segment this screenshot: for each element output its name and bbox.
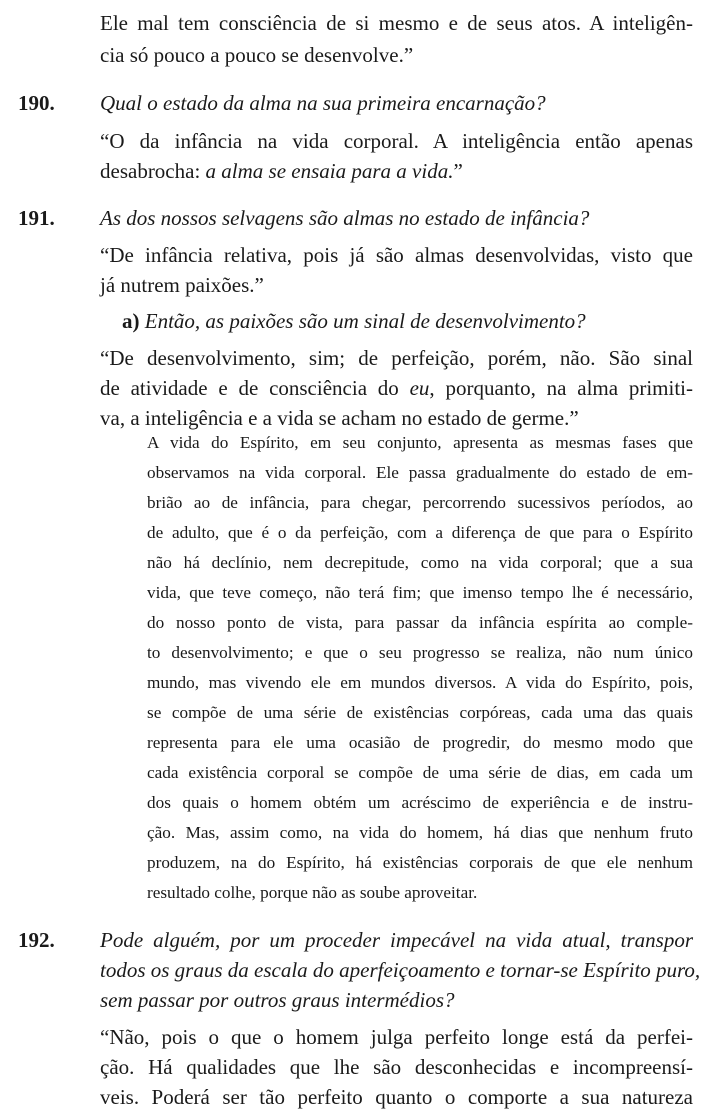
commentary-line: representa para ele uma ocasião de progredir, do mesmo modo que	[147, 733, 693, 752]
commentary-line: do nosso ponto de vista, para passar da infância espírita ao comple-	[147, 613, 693, 632]
sub-question-label: a)	[122, 309, 140, 333]
sub-answer-part-b: , porquanto, na alma primiti-	[429, 376, 693, 400]
answer-192-line-3: veis. Poderá ser tão perfeito quanto o comporte a sua natureza	[100, 1085, 693, 1109]
sub-answer-part-a: de atividade e de consciência do	[100, 376, 410, 400]
sub-answer-191a-line-3: va, a inteligência e a vida se acham no estado de germe.”	[100, 406, 579, 430]
commentary-line: produzem, na do Espírito, há existências corporais de que ele nenhum	[147, 853, 693, 872]
commentary-line: vida, que teve começo, não terá fim; que imenso tempo lhe é necessário,	[147, 583, 693, 602]
commentary-line: to desenvolvimento; e que o seu progresso se realiza, não num único	[147, 643, 693, 662]
commentary-line: se compõe de uma série de existências corpóreas, cada uma das quais	[147, 703, 693, 722]
answer-190-emphasis: a alma se ensaia para a vida.	[205, 159, 454, 183]
question-191-text: As dos nossos selvagens são almas no estado de infância?	[100, 206, 590, 230]
answer-190-line-2	[100, 156, 693, 186]
sub-answer-191a-line-2	[100, 373, 693, 403]
intro-line-2: cia só pouco a pouco se desenvolve.”	[100, 43, 414, 67]
question-192-line-3: sem passar por outros graus intermédios?	[100, 988, 455, 1012]
sub-answer-emphasis: eu	[409, 376, 430, 400]
question-number-190: 190.	[18, 91, 55, 115]
intro-line-1: Ele mal tem consciência de si mesmo e de seus atos. A inteligên-	[100, 11, 693, 35]
question-190-text: Qual o estado da alma na sua primeira encarnação?	[100, 91, 546, 115]
question-192-line-1: Pode alguém, por um proceder impecável na vida atual, transpor	[100, 928, 693, 952]
answer-192-line-1: “Não, pois o que o homem julga perfeito longe está da perfei-	[100, 1025, 693, 1049]
answer-190-line-1: “O da infância na vida corporal. A inteligência então apenas	[100, 129, 693, 153]
answer-190-plain: desabrocha:	[100, 159, 206, 183]
question-number-192: 192.	[18, 928, 55, 952]
answer-191-line-2: já nutrem paixões.”	[100, 273, 264, 297]
commentary-line: cada existência corporal se compõe de uma série de dias, em cada um	[147, 763, 693, 782]
commentary-line: de adulto, que é o da perfeição, com a diferença de que para o Espírito	[147, 523, 693, 542]
question-number-191: 191.	[18, 206, 55, 230]
commentary-line: observamos na vida corporal. Ele passa gradualmente do estado de em-	[147, 463, 693, 482]
answer-190-close-quote: ”	[453, 159, 463, 183]
commentary-line: ção. Mas, assim como, na vida do homem, há dias que nenhum fruto	[147, 823, 693, 842]
commentary-line-last: resultado colhe, porque não as soube aproveitar.	[147, 883, 478, 902]
sub-question-text: Então, as paixões são um sinal de desenvolvimento?	[139, 309, 586, 333]
sub-answer-191a-line-1: “De desenvolvimento, sim; de perfeição, porém, não. São sinal	[100, 346, 693, 370]
commentary-line: A vida do Espírito, em seu conjunto, apresenta as mesmas fases que	[147, 433, 693, 452]
commentary-line: dos quais o homem obtém um acréscimo de experiência e de instru-	[147, 793, 693, 812]
commentary-line: brião ao de infância, para chegar, percorrendo sucessivos períodos, ao	[147, 493, 693, 512]
answer-191-line-1: “De infância relativa, pois já são almas desenvolvidas, visto que	[100, 243, 693, 267]
sub-question-191a	[122, 306, 703, 336]
commentary-line: não há declínio, nem decrepitude, como na vida corporal; que a sua	[147, 553, 693, 572]
question-192-line-2: todos os graus da escala do aperfeiçoamento e tornar-se Espírito puro,	[100, 958, 701, 982]
commentary-line: mundo, mas vivendo ele em mundos diversos. A vida do Espírito, pois,	[147, 673, 693, 692]
answer-192-line-2: ção. Há qualidades que lhe são desconhecidas e incompreensí-	[100, 1055, 693, 1079]
